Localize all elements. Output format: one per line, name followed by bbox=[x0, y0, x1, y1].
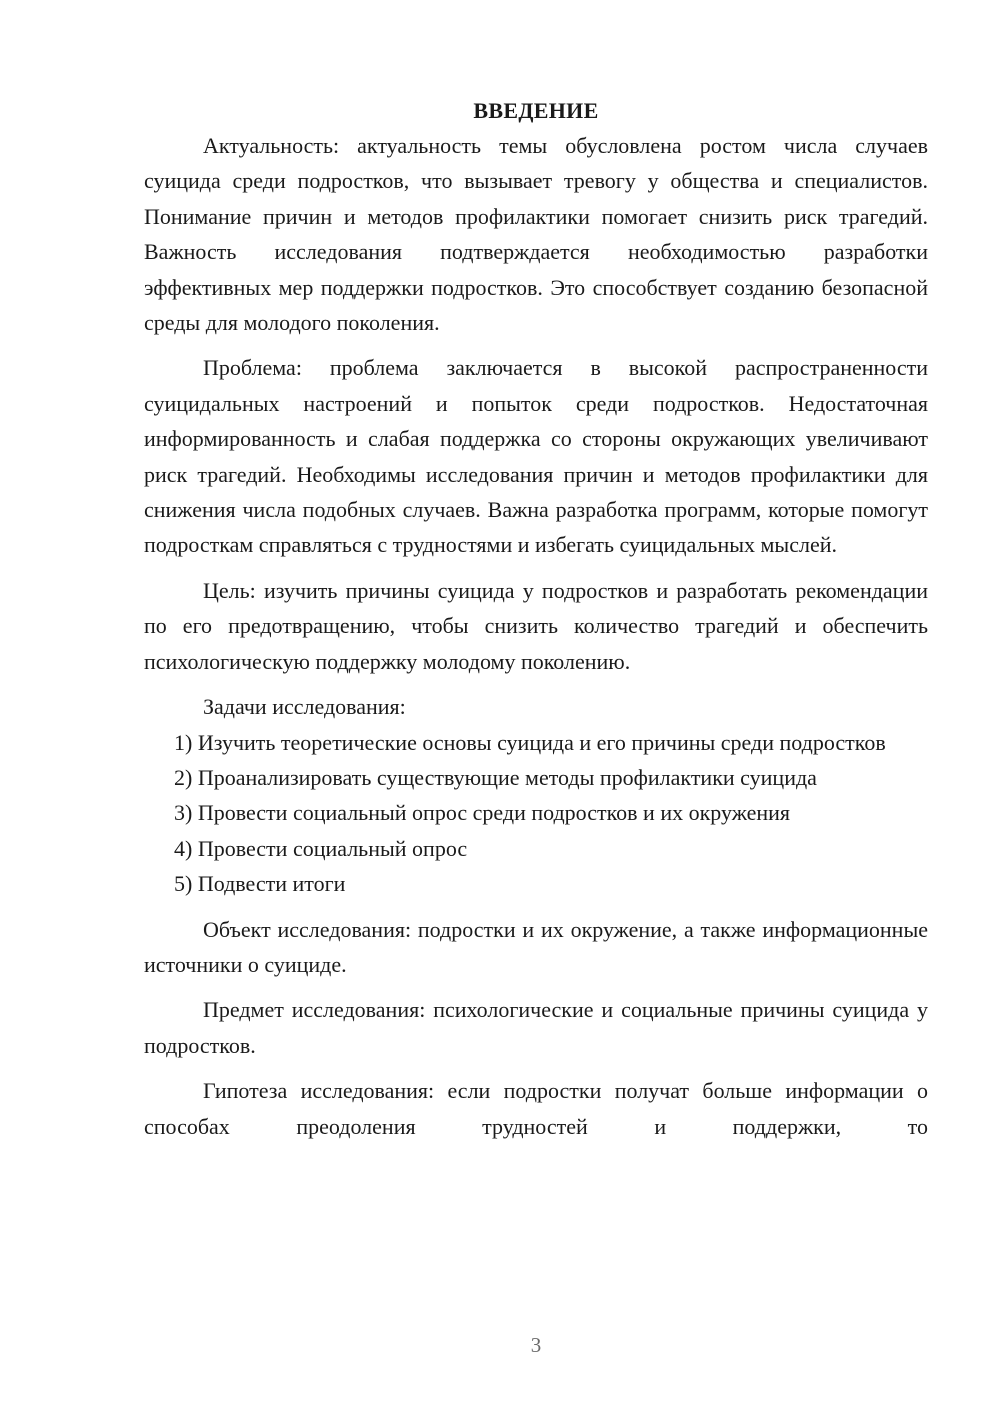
task-item: 1) Изучить теоретические основы суицида и его причины среди подростков bbox=[174, 729, 886, 755]
object-paragraph: Объект исследования: подростки и их окружение, а также информационные источники о суициде. bbox=[144, 916, 928, 977]
task-item: 3) Провести социальный опрос среди подростков и их окружения bbox=[174, 800, 791, 826]
section-title: ВВЕДЕНИЕ bbox=[473, 98, 599, 123]
actuality-paragraph: Актуальность: актуальность темы обусловлена ростом числа случаев суицида среди подростков, что вызывает тревогу у общества и специалистов. Понимание причин и методов профилактики помогает снизить риск трагедий. Важность исследования подтверждается необходимостью разработки эффективных мер поддержки подростков. Это способствует созданию безопасной среды для молодого поколения. bbox=[144, 133, 928, 336]
task-item: 2) Проанализировать существующие методы профилактики суицида bbox=[174, 764, 817, 790]
task-item: 4) Провести социальный опрос bbox=[174, 835, 468, 861]
goal-paragraph: Цель: изучить причины суицида у подростков и разработать рекомендации по его предотвращению, чтобы снизить количество трагедий и обеспечить психологическую поддержку молодому поколению. bbox=[144, 577, 928, 674]
page-content bbox=[144, 94, 928, 1144]
subject-paragraph: Предмет исследования: психологические и социальные причины суицида у подростков. bbox=[144, 997, 928, 1058]
problem-paragraph: Проблема: проблема заключается в высокой распространенности суицидальных настроений и попыток среди подростков. Недостаточная информированность и слабая поддержка со стороны окружающих увеличивают риск трагедий. Необходимы исследования причин и методов профилактики для снижения числа подобных случаев. Важна разработка программ, которые помогут подросткам справляться с трудностями и избегать суицидальных мыслей. bbox=[144, 355, 928, 558]
task-item: 5) Подвести итоги bbox=[174, 871, 346, 897]
tasks-heading: Задачи исследования: bbox=[203, 694, 406, 720]
hypothesis-paragraph: Гипотеза исследования: если подростки получат больше информации о способах преодоления трудностей и поддержки, то bbox=[144, 1078, 928, 1139]
page-number: 3 bbox=[530, 1333, 542, 1357]
